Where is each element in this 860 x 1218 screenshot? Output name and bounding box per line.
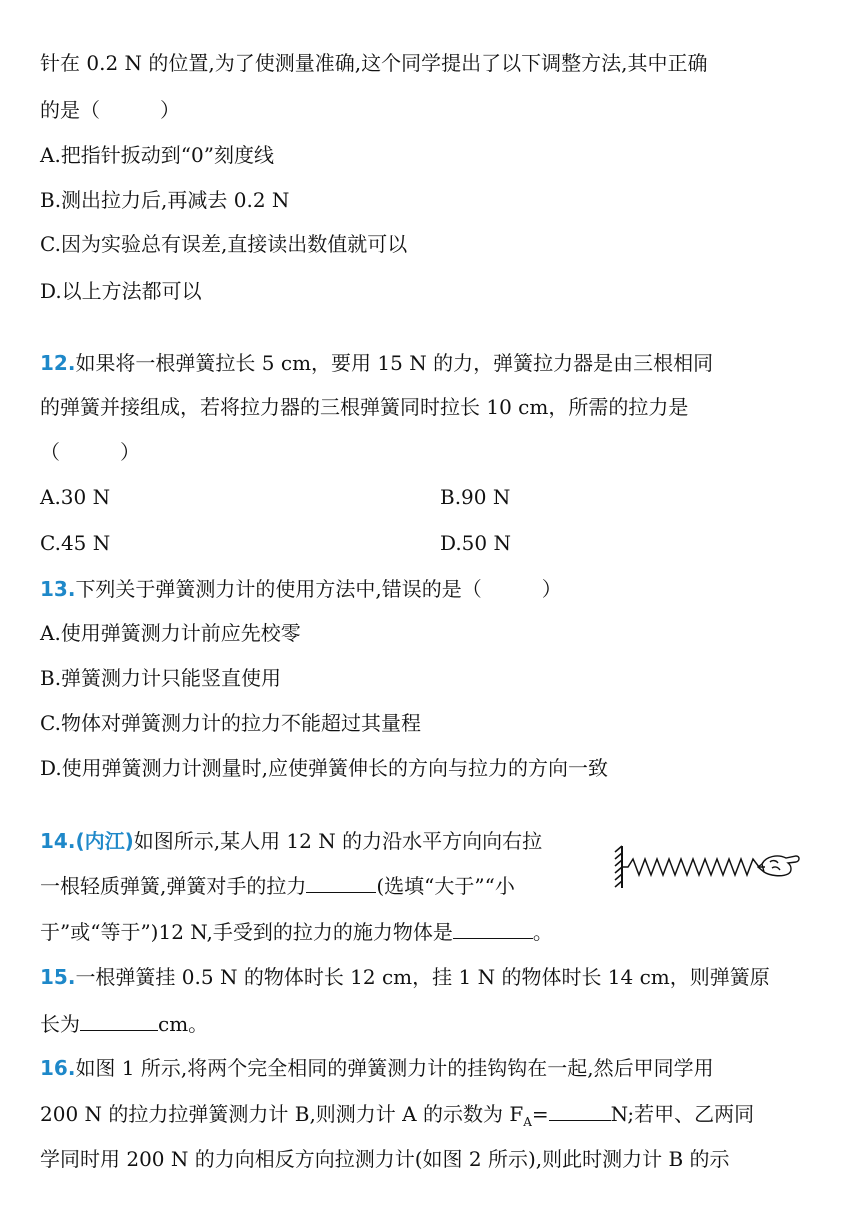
q13-option-c: C.物体对弹簧测力计的拉力不能超过其量程: [40, 711, 421, 735]
q12-option-a: A.30 N: [40, 485, 111, 509]
q14-blank-2[interactable]: [453, 916, 533, 939]
q16-stem-line3: 学同时用 200 N 的力向相反方向拉测力计(如图 2 所示),则此时测力计 B 的示: [40, 1147, 730, 1171]
q16-text-line2a: 200 N 的拉力拉弹簧测力计 B,则测力计 A 的示数为 F: [40, 1102, 524, 1126]
q16-stem-line1: [40, 1053, 714, 1083]
q16-text-line1: 如图 1 所示,将两个完全相同的弹簧测力计的挂钩钩在一起,然后甲同学用: [75, 1056, 714, 1080]
q11-stem-line2: 的是（ ）: [40, 98, 180, 122]
q12-stem-line1: [40, 348, 713, 378]
q13-number: 13.: [40, 577, 76, 601]
q14-number: 14.: [40, 829, 76, 853]
q11-stem-line1: 针在 0.2 N 的位置,为了使测量准确,这个同学提出了以下调整方法,其中正确: [40, 51, 708, 75]
q15-text-line1: 一根弹簧挂 0.5 N 的物体时长 12 cm，挂 1 N 的物体时长 14 cm，则弹簧原: [75, 965, 770, 989]
q11-option-b: B.测出拉力后,再减去 0.2 N: [40, 188, 290, 212]
q15-text-line2a: 长为: [40, 1012, 80, 1036]
q12-text-line1: 如果将一根弹簧拉长 5 cm，要用 15 N 的力，弹簧拉力器是由三根相同: [75, 351, 714, 375]
q13-text: 下列关于弹簧测力计的使用方法中,错误的是（ ）: [75, 577, 562, 601]
q15-number: 15.: [40, 965, 76, 989]
q12-option-b: B.90 N: [440, 485, 511, 509]
q16-number: 16.: [40, 1056, 76, 1080]
q14-text-line3a: 于”或“等于”)12 N,手受到的拉力的施力物体是: [40, 920, 453, 944]
q14-stem-line1: [40, 826, 542, 856]
q12-option-c: C.45 N: [40, 531, 111, 555]
q15-text-line2b: cm。: [158, 1012, 209, 1036]
q13-stem: [40, 574, 562, 604]
q12-stem-line2: 的弹簧并接组成，若将拉力器的三根弹簧同时拉长 10 cm，所需的拉力是: [40, 395, 689, 419]
q12-options-row2: [40, 528, 511, 558]
q11-option-c: C.因为实验总有误差,直接读出数值就可以: [40, 232, 408, 256]
q16-stem-line2: [40, 1098, 754, 1137]
q14-text-line3b: 。: [532, 920, 553, 944]
q11-option-a: A.把指针扳动到“0”刻度线: [40, 143, 274, 167]
wall-icon: [615, 846, 622, 888]
q12-number: 12.: [40, 351, 76, 375]
q11-option-d: D.以上方法都可以: [40, 279, 202, 303]
q13-option-b: B.弹簧测力计只能竖直使用: [40, 666, 282, 690]
q16-text-line2b: =: [531, 1102, 549, 1126]
q16-subscript-a: A: [523, 1115, 532, 1129]
q16-text-line2c: N;若甲、乙两同: [610, 1102, 755, 1126]
q14-source: (内江): [75, 829, 134, 853]
spring-icon: [622, 859, 765, 875]
q12-stem-line3: （ ）: [40, 440, 140, 464]
q14-text-line2b: (选填“大于”“小: [376, 874, 515, 898]
q15-blank[interactable]: [80, 1008, 158, 1031]
q13-option-a: A.使用弹簧测力计前应先校零: [40, 621, 301, 645]
q14-blank-1[interactable]: [306, 870, 376, 893]
spring-hand-figure: [612, 842, 802, 894]
q14-stem-line2: [40, 870, 515, 901]
q13-option-d: D.使用弹簧测力计测量时,应使弹簧伸长的方向与拉力的方向一致: [40, 756, 609, 780]
q12-options-row1: [40, 482, 511, 512]
hand-icon: [758, 856, 799, 876]
q14-stem-line3: [40, 916, 553, 947]
q16-blank[interactable]: [549, 1098, 611, 1121]
q14-text-line2a: 一根轻质弹簧,弹簧对手的拉力: [40, 874, 307, 898]
q14-text-line1: 如图所示,某人用 12 N 的力沿水平方向向右拉: [133, 829, 543, 853]
q15-stem-line2: [40, 1008, 208, 1039]
q12-option-d: D.50 N: [440, 531, 511, 555]
q15-stem-line1: [40, 962, 770, 992]
